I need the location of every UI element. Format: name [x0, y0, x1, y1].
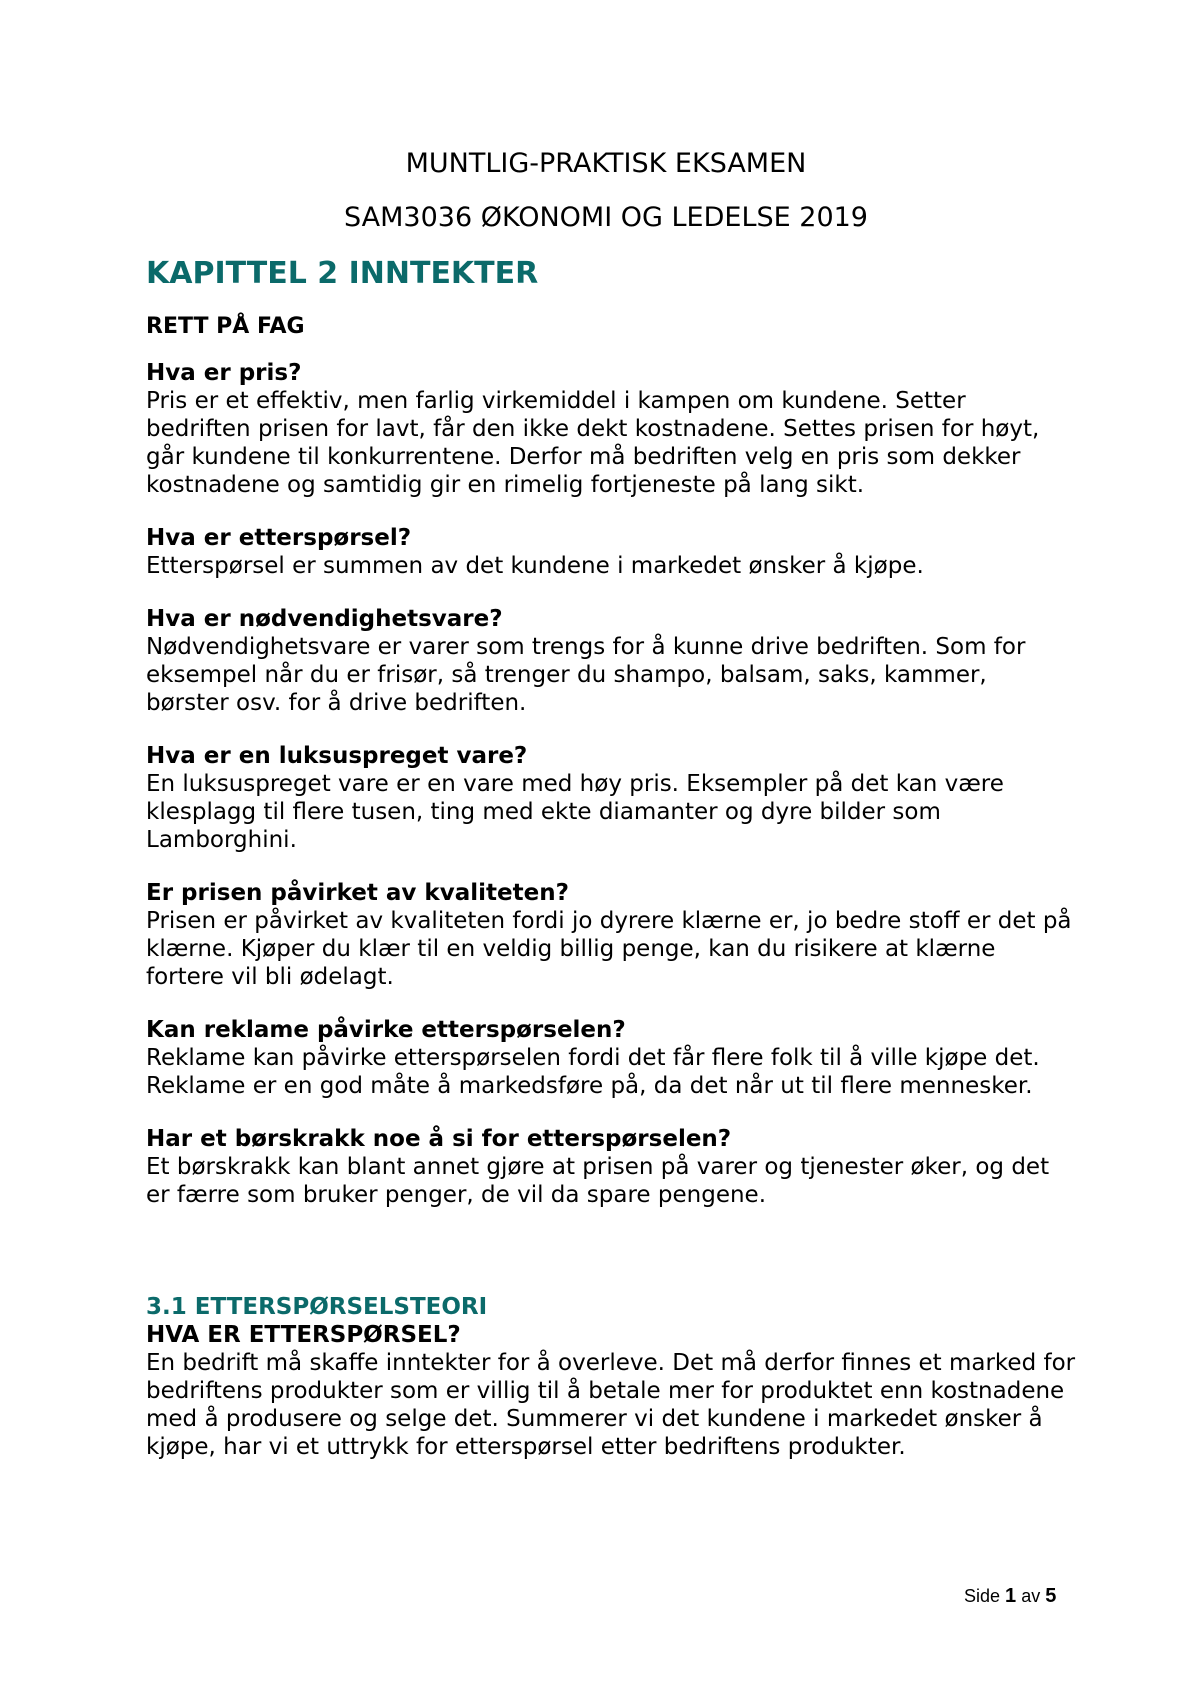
section-subheading: HVA ER ETTERSPØRSEL?: [146, 1322, 461, 1348]
qa-block: [146, 359, 1076, 499]
page-current: 1: [1005, 1585, 1017, 1607]
section-heading: 3.1 ETTERSPØRSELSTEORI: [146, 1294, 488, 1320]
qa-block: [146, 1125, 1076, 1209]
answer: Nødvendighetsvare er varer som trengs for å kunne drive bedriften. Som for eksempel når du er frisør, så trenger du shampo, balsam, saks, kammer, børster osv. for å drive bedriften.: [146, 634, 1026, 716]
qa-block: [146, 524, 1076, 580]
qa-block: [146, 879, 1076, 991]
document-title-line-2: SAM3036 ØKONOMI OG LEDELSE 2019: [344, 202, 868, 233]
question: Hva er etterspørsel?: [146, 525, 412, 551]
answer: Et børskrakk kan blant annet gjøre at prisen på varer og tjenester øker, og det er færre som bruker penger, de vil da spare pengene.: [146, 1154, 1050, 1208]
question: Hva er en luksuspreget vare?: [146, 743, 528, 769]
chapter-heading: KAPITTEL 2 INNTEKTER: [146, 256, 539, 291]
question: Kan reklame påvirke etterspørselen?: [146, 1017, 626, 1043]
answer: Reklame kan påvirke etterspørselen fordi det får flere folk til å ville kjøpe det. Reklame er en god måte å markedsføre på, da det når ut til flere mennesker.: [146, 1045, 1040, 1099]
answer: Prisen er påvirket av kvaliteten fordi jo dyrere klærne er, jo bedre stoff er det på klærne. Kjøper du klær til en veldig billig penge, kan du risikere at klærne fortere vil bli ødelagt.: [146, 908, 1072, 990]
page-content: [146, 146, 1076, 1461]
page-prefix: Side: [964, 1586, 1001, 1606]
question: Hva er nødvendighetsvare?: [146, 606, 503, 632]
chapter-subheading: RETT PÅ FAG: [146, 314, 305, 339]
qa-block: [146, 742, 1076, 854]
answer: En luksuspreget vare er en vare med høy pris. Eksempler på det kan være klesplagg til flere tusen, ting med ekte diamanter og dyre bilder som Lamborghini.: [146, 771, 1004, 853]
question: Har et børskrakk noe å si for etterspørselen?: [146, 1126, 732, 1152]
answer: Pris er et effektiv, men farlig virkemiddel i kampen om kundene. Setter bedriften prisen for lavt, får den ikke dekt kostnadene. Settes prisen for høyt, går kundene til konkurrentene. Derfor må bedriften velg en pris som dekker kostnadene og samtidig gir en rimelig fortjeneste på lang sikt.: [146, 388, 1040, 498]
answer: Etterspørsel er summen av det kundene i markedet ønsker å kjøpe.: [146, 553, 924, 579]
qa-block: [146, 1016, 1076, 1100]
page-number-footer: [964, 1585, 1056, 1608]
qa-block: [146, 605, 1076, 717]
section-body: En bedrift må skaffe inntekter for å overleve. Det må derfor finnes et marked for bedriftens produkter som er villig til å betale mer for produktet enn kostnadene med å produsere og selge det. Summerer vi det kundene i markedet ønsker å kjøpe, har vi et uttrykk for etterspørsel etter bedriftens produkter.: [146, 1350, 1076, 1460]
question: Er prisen påvirket av kvaliteten?: [146, 880, 569, 906]
question: Hva er pris?: [146, 360, 302, 386]
document-title-line-1: MUNTLIG-PRAKTISK EKSAMEN: [405, 148, 807, 179]
page-separator: av: [1021, 1586, 1041, 1606]
page-total: 5: [1045, 1585, 1057, 1607]
